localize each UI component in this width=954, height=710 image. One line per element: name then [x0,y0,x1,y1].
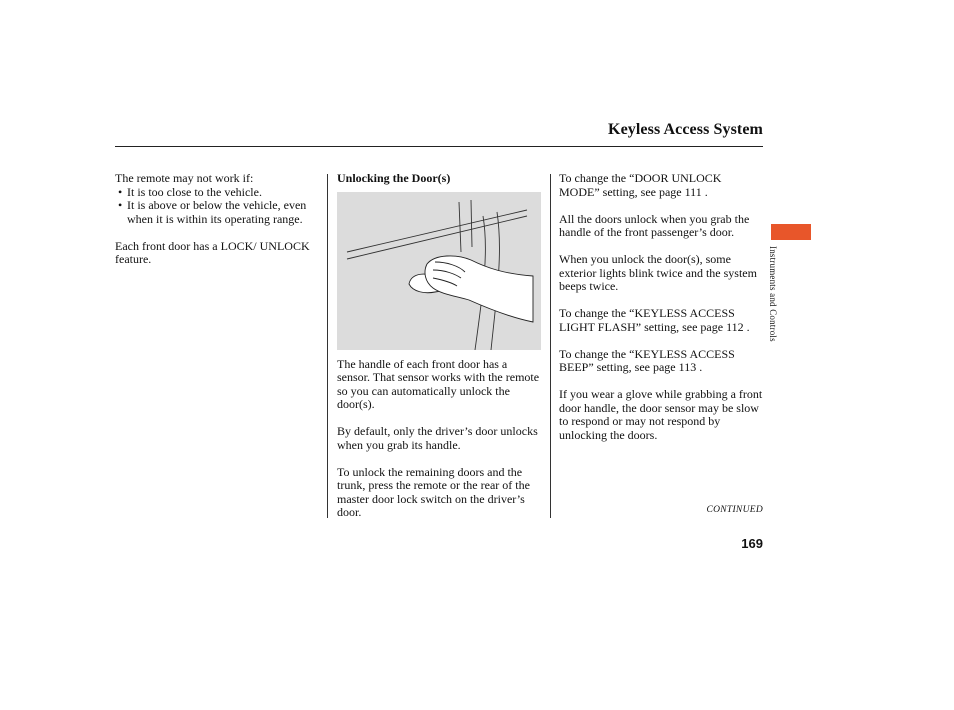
section-tab [771,224,811,240]
column-3-paragraph: To change the “KEYLESS ACCESS BEEP” setting, see page 113 . [559,346,735,374]
header-divider [115,146,763,147]
column-1-intro: The remote may not work if: [115,171,254,185]
column-1 [115,172,320,267]
column-2 [337,172,542,520]
column-3-paragraph: All the doors unlock when you grab the handle of the front passenger’s door. [559,211,750,239]
page-title: Keyless Access System [608,121,763,138]
door-handle-illustration [337,192,541,350]
column-2-paragraph: The handle of each front door has a sensor. That sensor works with the remote so you can automatically unlock the door(s). [337,356,540,411]
bullet-list [115,186,320,227]
bullet-item: • It is too close to the vehicle. [115,186,320,200]
column-3 [559,172,764,442]
bullet-item: • It is above or below the vehicle, even when it is within its operating range. [115,199,320,226]
column-2-paragraph: By default, only the driver’s door unlocks when you grab its handle. [337,424,538,452]
column-3-paragraph: To change the “DOOR UNLOCK MODE” setting, see page 111 . [559,171,722,199]
column-3-paragraph: When you unlock the door(s), some exterior lights blink twice and the system beeps twice. [559,252,757,293]
column-divider-1 [327,174,328,518]
column-divider-2 [550,174,551,518]
page-number: 169 [741,536,763,551]
column-2-paragraph: To unlock the remaining doors and the trunk, press the remote or the rear of the master door lock switch on the driver’s door. [337,464,530,519]
column-3-paragraph: To change the “KEYLESS ACCESS LIGHT FLASH” setting, see page 112 . [559,306,750,334]
column-3-paragraph: If you wear a glove while grabbing a front door handle, the door sensor may be slow to respond or may not respond by unlocking the doors. [559,387,763,442]
section-tab-label [769,246,787,386]
section-tab-text: Instruments and Controls [768,246,778,342]
column-1-note: Each front door has a LOCK/ UNLOCK feature. [115,238,310,266]
continued-label: CONTINUED [706,505,763,515]
section-heading: Unlocking the Door(s) [337,171,451,185]
